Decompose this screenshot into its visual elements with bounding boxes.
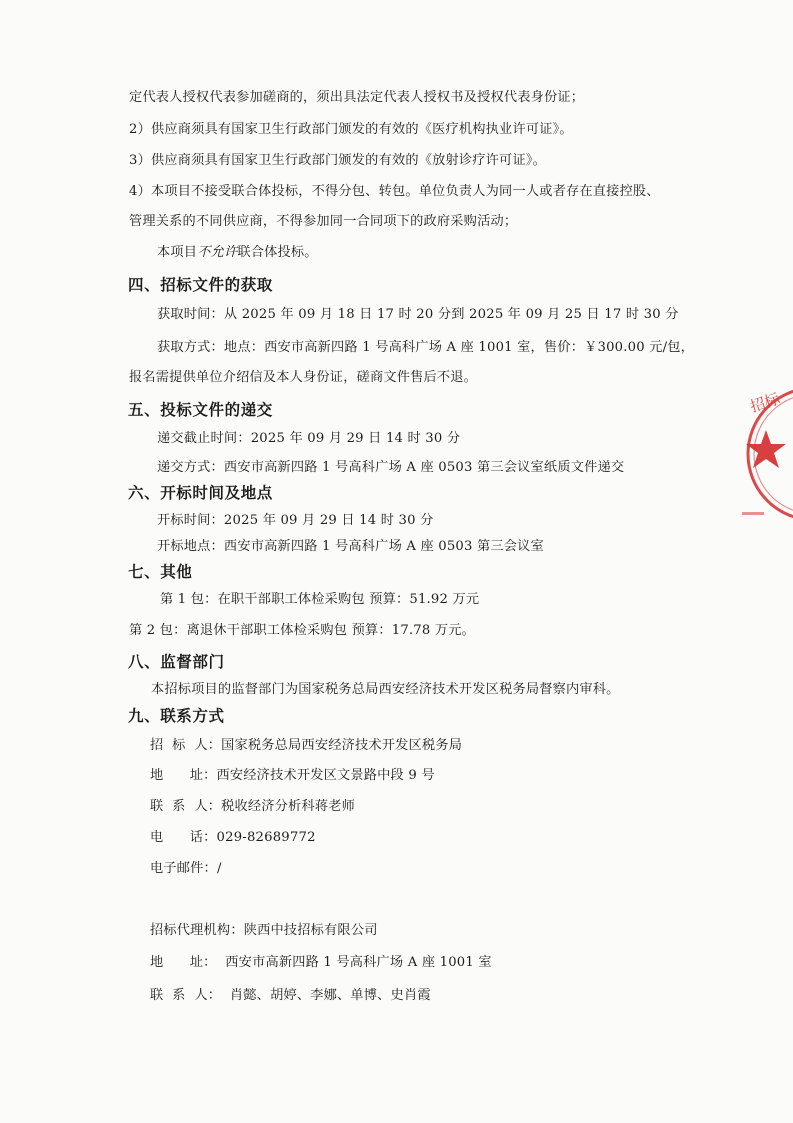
consortium-note-prefix: 本项目 — [157, 245, 198, 260]
contact-tenderer-value: 国家税务总局西安经济技术开发区税务局 — [221, 738, 463, 753]
red-seal-stamp — [728, 372, 793, 537]
agency-name — [150, 922, 378, 940]
contact-phone-value: 029-82689772 — [216, 830, 316, 845]
obtain-time: 获取时间：从 2025 年 09 月 18 日 17 时 20 分到 2025 年 09 月 25 日 17 时 30 分 — [157, 307, 679, 322]
agency-address-label: 地 址： — [150, 955, 217, 970]
section-9-heading: 九、联系方式 — [128, 707, 225, 725]
qualification-text-line-1: 定代表人授权代表参加磋商的，须出具法定代表人授权书及授权代表身份证； — [129, 90, 585, 105]
supervision-text: 本招标项目的监督部门为国家税务总局西安经济技术开发区税务局督察内审科。 — [151, 682, 620, 697]
agency-contacts-value: 肖懿、胡婷、李娜、单博、史肖霞 — [221, 988, 431, 1003]
agency-contacts-label: 联 系 人： — [150, 988, 222, 1003]
contact-email — [150, 860, 222, 878]
section-5-heading: 五、投标文件的递交 — [128, 401, 273, 419]
consortium-note-suffix: 联合体投标。 — [237, 245, 318, 260]
agency-name-value: 陕西中技招标有限公司 — [243, 923, 378, 938]
contact-tenderer-label: 招 标 人： — [150, 738, 222, 753]
qualification-item-4-cont: 管理关系的不同供应商，不得参加同一合同项下的政府采购活动； — [129, 214, 518, 229]
seal-graphic — [728, 372, 793, 537]
qualification-item-2: 2）供应商须具有国家卫生行政部门颁发的有效的《医疗机构执业许可证》。 — [129, 122, 573, 137]
section-4-heading: 四、招标文件的获取 — [128, 276, 273, 294]
consortium-note-emphasis: 不允许 — [197, 245, 238, 260]
contact-tenderer — [150, 737, 462, 755]
section-6-heading: 六、开标时间及地点 — [128, 484, 273, 502]
package-2: 第 2 包：离退休干部职工体检采购包 预算：17.78 万元。 — [129, 623, 476, 638]
agency-address — [150, 954, 492, 972]
opening-place: 开标地点：西安市高新四路 1 号高科广场 A 座 0503 第三会议室 — [157, 539, 544, 554]
consortium-note — [157, 244, 318, 262]
qualification-item-3: 3）供应商须具有国家卫生行政部门颁发的有效的《放射诊疗许可证》。 — [129, 153, 546, 168]
seal-text: 招标 — [747, 389, 783, 416]
contact-address — [150, 767, 435, 785]
agency-contacts — [150, 987, 431, 1005]
contact-phone — [150, 829, 316, 847]
contact-person-value: 税收经济分析科蒋老师 — [221, 799, 355, 814]
agency-name-label: 招标代理机构： — [150, 923, 244, 938]
contact-person — [150, 798, 355, 816]
section-8-heading: 八、监督部门 — [128, 653, 225, 671]
qualification-item-4: 4）本项目不接受联合体投标，不得分包、转包。单位负责人为同一人或者存在直接控股、 — [129, 184, 660, 199]
obtain-method: 获取方式：地点：西安市高新四路 1 号高科广场 A 座 1001 室，售价：￥300.00 元/包， — [157, 340, 695, 355]
section-7-heading: 七、其他 — [128, 563, 193, 581]
agency-address-value: 西安市高新四路 1 号高科广场 A 座 1001 室 — [216, 955, 492, 970]
contact-email-value: / — [216, 861, 222, 876]
contact-phone-label: 电 话： — [150, 830, 217, 845]
package-1: 第 1 包：在职干部职工体检采购包 预算：51.92 万元 — [160, 592, 480, 607]
contact-address-label: 地 址： — [150, 768, 217, 783]
contact-email-label: 电子邮件： — [150, 861, 217, 876]
obtain-method-cont: 报名需提供单位介绍信及本人身份证，磋商文件售后不退。 — [129, 370, 478, 385]
submission-method: 递交方式：西安市高新四路 1 号高科广场 A 座 0503 第三会议室纸质文件递交 — [157, 460, 625, 475]
submission-deadline: 递交截止时间：2025 年 09 月 29 日 14 时 30 分 — [157, 431, 461, 446]
opening-time: 开标时间：2025 年 09 月 29 日 14 时 30 分 — [157, 513, 434, 528]
contact-address-value: 西安经济技术开发区文景路中段 9 号 — [216, 768, 435, 783]
contact-person-label: 联 系 人： — [150, 799, 222, 814]
